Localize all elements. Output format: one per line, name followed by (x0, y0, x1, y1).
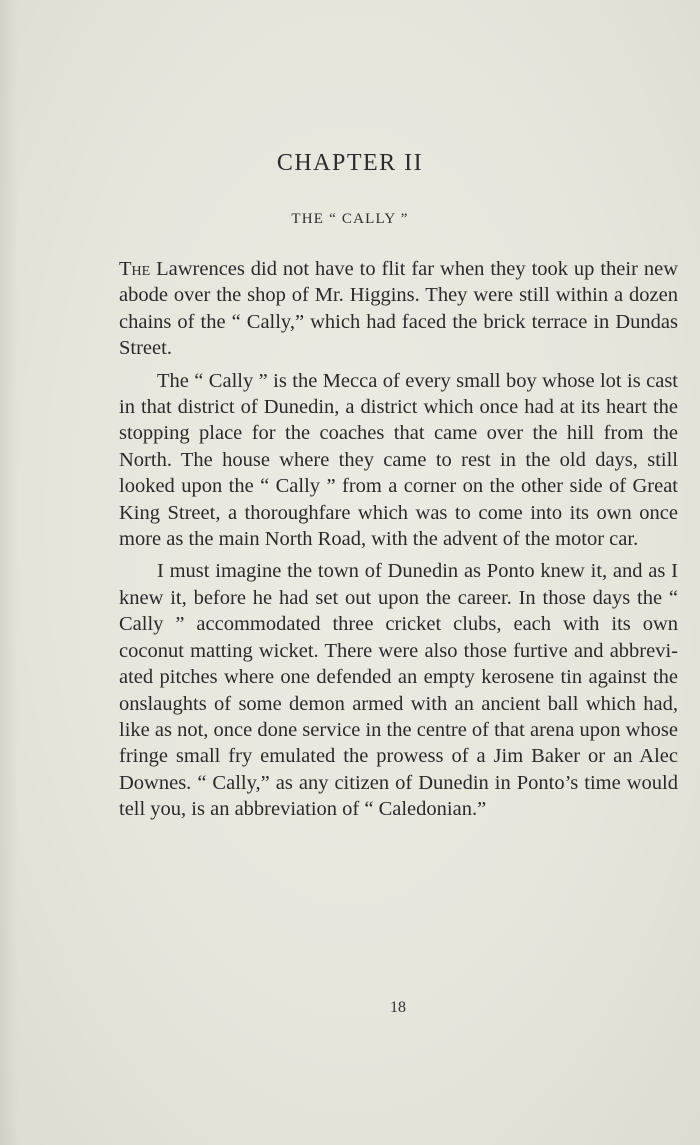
chapter-heading: CHAPTER II (276, 150, 424, 176)
paragraph-2: The “ Cally ” is the Mecca of every small boy whose lot is cast in that district of Dunedin, a district which once had at its heart the stopping place for the coaches that came over the hill from the North. The house where they came to rest in the old days, still looked upon the “ Cally ” from a corner on the other side of Great King Street, a thoroughfare which was to come into its own once more as the main North Road, with the advent of the motor car. (119, 369, 678, 551)
body-text (119, 256, 678, 823)
page-number: 18 (390, 999, 406, 1016)
paragraph-1-text: Lawrences did not have to flit far when they took up their new abode over the shop of Mr. Higgins. They were still within a dozen chains of the “ Cally,” which had faced the brick terrace in Dundas Street. (119, 258, 678, 360)
chapter-subtitle: THE “ CALLY ” (291, 211, 409, 227)
paragraph-1 (119, 256, 678, 362)
paragraph-3: I must imagine the town of Dunedin as Ponto knew it, and as I knew it, before he had set out upon the career. In those days the “ Cally ” accommodated three cricket clubs, each with its own coconut matting wicket. There were also those furtive and abbreviated pitches where one defended an empty kerosene tin against the onslaughts of some demon armed with an ancient ball which had, like as not, once done service in the centre of that arena upon whose fringe small fry emulated the prowess of a Jim Baker or an Alec Downes. “ Cally,” as any citizen of Dunedin in Ponto’s time would tell you, is an abbreviation of “ Caledonian.” (119, 560, 678, 821)
paragraph-lead-word: The (119, 258, 151, 280)
